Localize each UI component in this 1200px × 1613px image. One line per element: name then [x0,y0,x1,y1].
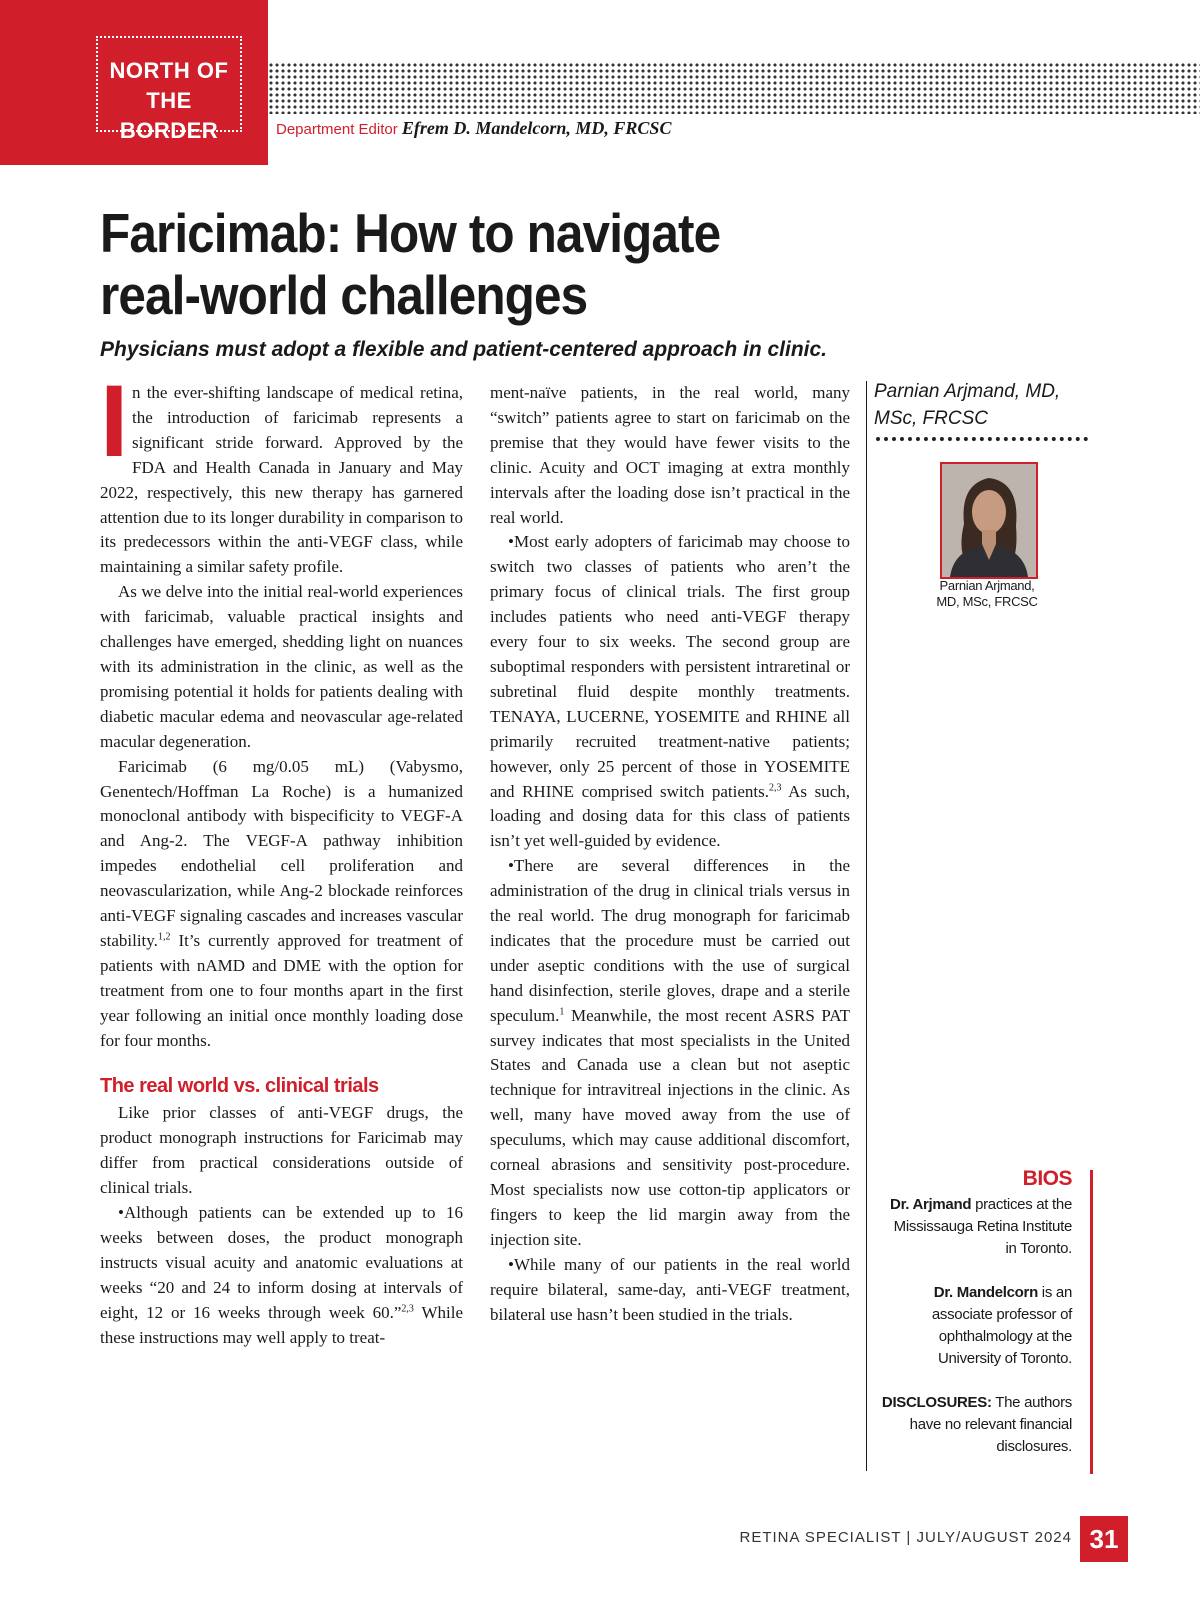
article-headline [100,202,820,326]
dotted-header-band [268,62,1200,114]
footer-publication: RETINA SPECIALIST | JULY/AUGUST 2024 [739,1529,1072,1546]
bullet-paragraph: •Most early adopters of faricimab may choose to switch two classes of patients who aren’t the primary focus of clinical trials. The first group includes patients who need anti-VEGF therapy every four to six weeks. The second group are suboptimal responders with persistent intraretinal or subretinal fluid despite monthly treatments. TENAYA, LUCERNE, YOSEMITE and RHINE all primarily recruited treatment-native patients; however, only 25 percent of those in YOSEMITE and RHINE comprised switch patients.$^{2,3}$ As such, loading and dosing data for this class of patients isn’t yet well-guided by evidence. [490,532,851,851]
department-editor-name: Efrem D. Mandelcorn, MD, FRCSC [401,118,672,138]
paragraph: As we delve into the initial real-world experiences with faricimab, valuable practical insights and challenges have emerged, shedding light on nuances with its administration in the clinic, as well as the promising potential it holds for patients dealing with diabetic macular edema and neovascular age-related macular degeneration. [100,582,463,751]
reference-superscript: 2,3 [769,781,782,793]
author-photo [940,462,1038,579]
department-label-line2: THE BORDER [119,88,219,143]
paragraph-intro: I n the ever-shifting landscape of medical retina, the introduction of faricimab represents a significant stride forward. Approved by the FDA and Health Canada in January and May 2022, respectively, this new therapy has garnered attention due to its longer durability in comparison to its predecessors within the anti-VEGF class, while maintaining a similar safety profile. [100,364,463,577]
author-portrait-icon [942,464,1036,577]
bullet-paragraph: •There are several differences in the administration of the drug in clinical trials versus in the real world. The drug monograph for faricimab indicates that the procedure must be carried out under aseptic conditions with the use of surgical hand disinfection, sterile gloves, drape and a sterile speculum.$^1$ Meanwhile, the most recent ASRS PAT survey indicates that most specialists in the United States and Canada use a clean but not aseptic technique for intravitreal injections in the clinic. As well, many have moved away from the use of speculums, which may cause additional discomfort, corneal abrasions and sensitivity post-procedure. Most specialists now use cotton-tip applicators or fingers to keep the lid margin away from the injection site. [490,856,850,1249]
paragraph: Like prior classes of anti-VEGF drugs, the product monograph instructions for Faricimab may differ from practical considerations outside of clinical trials. [100,1103,463,1198]
paragraph: ment-naïve patients, in the real world, many “switch” patients agree to start on faricimab on the premise that they would have fewer visits to the clinic. Acuity and OCT imaging at extra monthly intervals after the loading dose isn’t practical in the real world. [490,383,850,527]
column-divider [866,381,867,1471]
department-label [104,56,234,146]
author-dotted-rule [876,437,1088,445]
bios-title: BIOS [1022,1167,1072,1190]
article-dek: Physicians must adopt a flexible and patient-centered approach in clinic. [100,338,828,361]
bio-arjmand: Dr. Arjmand practices at the Mississauga Retina Institute in Toronto. [890,1196,1072,1257]
department-label-line1: NORTH OF [109,58,229,83]
reference-superscript: 1 [559,1006,565,1017]
headline-line2: real-world challenges [100,264,588,326]
photo-caption: Parnian Arjmand, MD, MSc, FRCSC [936,578,1038,609]
article-column-2 [490,381,850,1327]
paragraph: Faricimab (6 mg/0.05 mL) (Vabysmo, Genentech/Hoffman La Roche) is a humanized monoclonal antibody with bispecificity to VEGF-A and Ang-2. The VEGF-A pathway inhibition impedes endothelial cell proliferation and neovascularization, while Ang-2 blockade reinforces anti-VEGF signaling cascades and increases vascular stability.$^{1,2}$ It’s currently approved for treatment of patients with nAMD and DME with the option for treatment from one to four months apart in the first year following an initial once monthly loading dose for four months. [100,756,463,1050]
bios-box [880,1166,1072,1480]
article-column-1 [100,364,464,1351]
bullet-paragraph: •Although patients can be extended up to 16 weeks between doses, the product monograph instructs visual acuity and anatomic evaluations at weeks “20 and 24 to inform dosing at intervals of eight, 12 or 16 weeks through week 60.”$^{2,3}$ While these instructions may well apply to treat- [100,1203,464,1347]
author-byline: Parnian Arjmand, MD, MSc, FRCSC [874,381,1061,429]
reference-superscript: 1,2 [157,931,171,943]
bullet-paragraph: •While many of our patients in the real world require bilateral, same-day, anti-VEGF treatment, bilateral use hasn’t been studied in the trials. [490,1254,850,1324]
disclosures: DISCLOSURES: The authors have no relevant financial disclosures. [881,1394,1072,1455]
drop-cap: I [100,364,129,478]
department-banner [0,0,268,165]
department-editor [276,118,671,139]
bios-rule [1090,1170,1093,1474]
headline-line1: Faricimab: How to navigate [100,202,721,264]
page-number: 31 [1080,1516,1128,1562]
bio-mandelcorn: Dr. Mandelcorn is an associate professor of ophthalmology at the University of Toronto. [931,1284,1072,1367]
department-editor-prefix: Department Editor [276,121,398,138]
section-subhead: The real world vs. clinical trials [100,1075,379,1098]
reference-superscript: 2,3 [401,1303,414,1315]
